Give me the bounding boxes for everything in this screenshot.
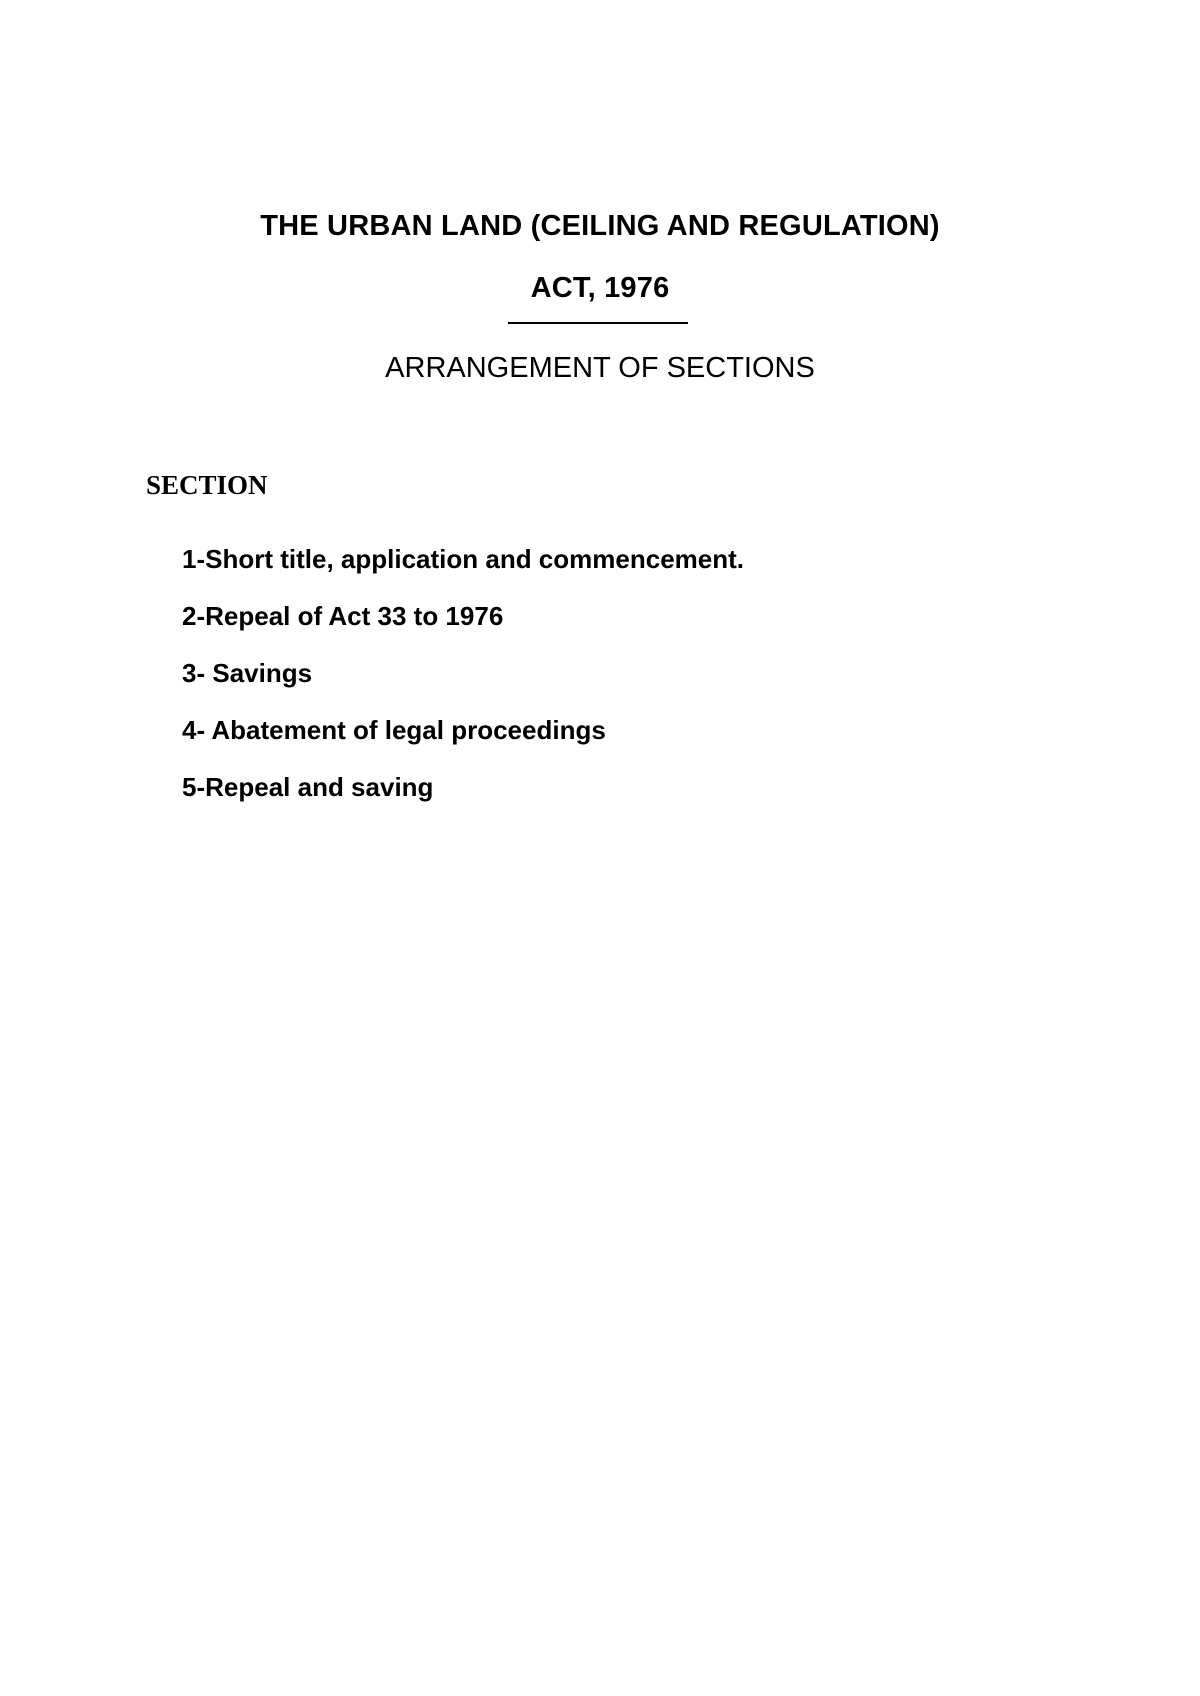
section-number: 4- xyxy=(182,715,206,745)
section-title: Abatement of legal proceedings xyxy=(205,715,606,745)
section-heading: SECTION xyxy=(146,470,268,500)
section-number: 5- xyxy=(182,772,206,802)
section-title: Repeal of Act 33 to 1976 xyxy=(205,601,504,631)
section-list xyxy=(182,542,744,827)
arrangement-subtitle: ARRANGEMENT OF SECTIONS xyxy=(385,352,815,384)
act-title-line-2: ACT, 1976 xyxy=(530,272,670,304)
section-item-3 xyxy=(182,656,744,713)
section-number: 3- xyxy=(182,658,206,688)
section-title: Repeal and saving xyxy=(205,772,434,802)
section-item-4 xyxy=(182,713,744,770)
section-item-5 xyxy=(182,770,744,827)
title-underline xyxy=(508,322,688,324)
section-item-2 xyxy=(182,599,744,656)
act-title-line-1: THE URBAN LAND (CEILING AND REGULATION) xyxy=(260,210,940,242)
section-title: Savings xyxy=(205,658,313,688)
section-number: 2- xyxy=(182,601,206,631)
section-number: 1- xyxy=(182,544,206,574)
section-item-1 xyxy=(182,542,744,599)
section-title: Short title, application and commencement. xyxy=(205,544,744,574)
